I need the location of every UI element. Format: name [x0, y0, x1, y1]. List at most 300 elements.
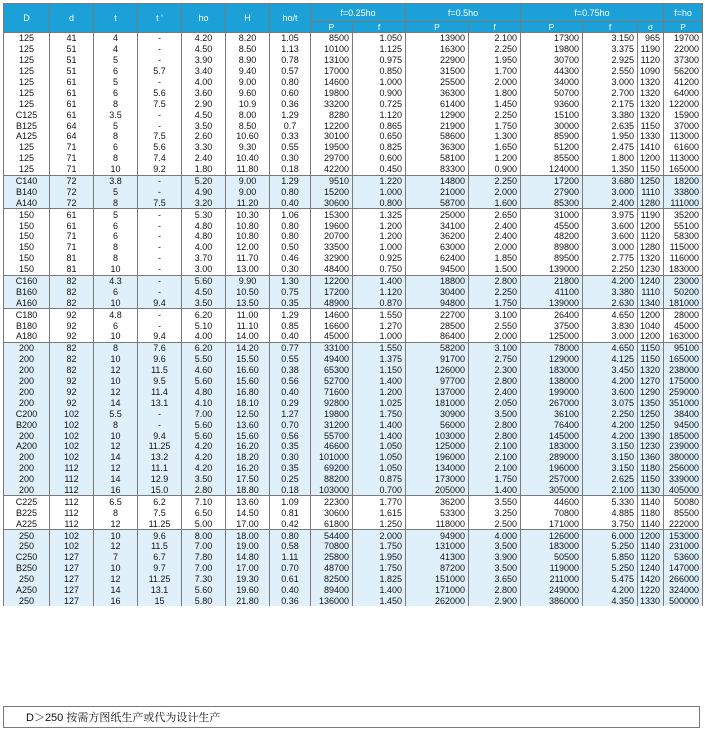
- cell-height-ratio: 0.80: [270, 77, 311, 88]
- cell-free-cone-height: 6.50: [182, 507, 226, 518]
- cell-load-f05: 94500: [406, 264, 469, 275]
- cell-stress-f075: 1090: [638, 66, 664, 77]
- cell-reduced-thickness: -: [138, 275, 182, 286]
- cell-total-height: 8.00: [226, 109, 270, 120]
- cell-load-f025: 54400: [311, 530, 353, 541]
- cell-deflection-f075: 2.925: [583, 55, 638, 66]
- cell-inner-diameter: 81: [50, 253, 94, 264]
- cell-load-f025: 17200: [311, 286, 353, 297]
- cell-height-ratio: 0.38: [270, 365, 311, 376]
- cell-outer-diameter: 125: [4, 87, 50, 98]
- cell-free-cone-height: 3.50: [182, 120, 226, 131]
- cell-deflection-f025: 0.600: [353, 153, 406, 164]
- cell-load-f025: 69200: [311, 463, 353, 474]
- table-header: [4, 4, 703, 33]
- cell-height-ratio: 0.77: [270, 342, 311, 353]
- cell-load-f075: 119000: [521, 563, 583, 574]
- cell-outer-diameter: 125: [4, 33, 50, 44]
- table-row: [4, 441, 703, 452]
- cell-load-fho: 50080: [664, 496, 703, 507]
- cell-deflection-f025: 1.400: [353, 275, 406, 286]
- cell-stress-f075: 1340: [638, 297, 664, 308]
- cell-reduced-thickness: 5.7: [138, 66, 182, 77]
- table-row: [4, 541, 703, 552]
- cell-outer-diameter: 125: [4, 44, 50, 55]
- cell-deflection-f025: 1.270: [353, 320, 406, 331]
- cell-total-height: 16.60: [226, 365, 270, 376]
- cell-stress-f075: 1150: [638, 164, 664, 175]
- cell-deflection-f075: 4.200: [583, 419, 638, 430]
- cell-stress-f075: 1220: [638, 585, 664, 596]
- cell-load-f075: 30700: [521, 55, 583, 66]
- cell-load-fho: 153000: [664, 530, 703, 541]
- cell-load-f075: 50700: [521, 87, 583, 98]
- cell-height-ratio: 0.25: [270, 474, 311, 485]
- cell-free-cone-height: 7.10: [182, 496, 226, 507]
- cell-deflection-f025: 1.000: [353, 242, 406, 253]
- cell-deflection-f05: 2.400: [469, 220, 521, 231]
- cell-deflection-f075: 2.100: [583, 485, 638, 496]
- cell-reduced-thickness: 9.4: [138, 331, 182, 342]
- cell-stress-f075: 1200: [638, 530, 664, 541]
- cell-load-fho: 58300: [664, 231, 703, 242]
- cell-thickness: 5: [94, 120, 138, 131]
- cell-outer-diameter: 125: [4, 77, 50, 88]
- cell-height-ratio: 0.40: [270, 585, 311, 596]
- cell-free-cone-height: 3.30: [182, 142, 226, 153]
- cell-load-fho: 122000: [664, 98, 703, 109]
- cell-height-ratio: 0.57: [270, 66, 311, 77]
- cell-free-cone-height: 4.60: [182, 365, 226, 376]
- cell-deflection-f075: 2.175: [583, 98, 638, 109]
- cell-load-f025: 82500: [311, 574, 353, 585]
- cell-inner-diameter: 127: [50, 585, 94, 596]
- cell-load-f075: 125000: [521, 331, 583, 342]
- group-header-f025: f=0.25ho: [311, 4, 406, 22]
- cell-free-cone-height: 7.30: [182, 574, 226, 585]
- cell-total-height: 10.30: [226, 209, 270, 220]
- spring-spec-sheet: [3, 3, 702, 606]
- cell-inner-diameter: 112: [50, 507, 94, 518]
- cell-thickness: 8: [94, 253, 138, 264]
- cell-height-ratio: 0.70: [270, 563, 311, 574]
- cell-thickness: 6: [94, 142, 138, 153]
- cell-free-cone-height: 4.00: [182, 77, 226, 88]
- cell-height-ratio: 0.40: [270, 331, 311, 342]
- table-row: [4, 186, 703, 197]
- cell-load-f05: 58200: [406, 342, 469, 353]
- cell-stress-f075: 1150: [638, 354, 664, 365]
- col-header-inner-diameter: d: [50, 4, 94, 33]
- cell-free-cone-height: 3.70: [182, 253, 226, 264]
- cell-load-fho: 380000: [664, 452, 703, 463]
- cell-reduced-thickness: 7.6: [138, 342, 182, 353]
- cell-load-fho: 55100: [664, 220, 703, 231]
- cell-deflection-f05: 1.200: [469, 153, 521, 164]
- cell-free-cone-height: 5.80: [182, 595, 226, 606]
- cell-inner-diameter: 71: [50, 242, 94, 253]
- cell-thickness: 14: [94, 397, 138, 408]
- cell-reduced-thickness: 9.6: [138, 354, 182, 365]
- cell-stress-f075: 1140: [638, 496, 664, 507]
- cell-load-f025: 48700: [311, 563, 353, 574]
- col-header-height-ratio: ho/t: [270, 4, 311, 33]
- cell-stress-f075: 1120: [638, 552, 664, 563]
- col-header-thickness: t: [94, 4, 138, 33]
- cell-load-fho: 45000: [664, 320, 703, 331]
- col-header-outer-diameter: D: [4, 4, 50, 33]
- cell-load-f025: 19500: [311, 142, 353, 153]
- cell-inner-diameter: 82: [50, 365, 94, 376]
- cell-deflection-f025: 1.000: [353, 77, 406, 88]
- table-row: [4, 164, 703, 175]
- cell-total-height: 8.50: [226, 44, 270, 55]
- cell-stress-f075: 1140: [638, 541, 664, 552]
- cell-load-f075: 21800: [521, 275, 583, 286]
- cell-reduced-thickness: -: [138, 242, 182, 253]
- cell-load-f05: 62400: [406, 253, 469, 264]
- cell-reduced-thickness: -: [138, 55, 182, 66]
- cell-total-height: 11.80: [226, 164, 270, 175]
- cell-deflection-f05: 1.700: [469, 66, 521, 77]
- cell-stress-f075: 1190: [638, 44, 664, 55]
- cell-thickness: 6: [94, 87, 138, 98]
- cell-stress-f075: 1130: [638, 485, 664, 496]
- cell-load-fho: 113000: [664, 153, 703, 164]
- cell-free-cone-height: 8.00: [182, 530, 226, 541]
- cell-load-f025: 33500: [311, 242, 353, 253]
- cell-stress-f075: 1180: [638, 463, 664, 474]
- cell-load-f025: 136000: [311, 595, 353, 606]
- cell-reduced-thickness: -: [138, 33, 182, 44]
- cell-deflection-f075: 3.375: [583, 44, 638, 55]
- table-row: [4, 387, 703, 398]
- cell-load-fho: 405000: [664, 485, 703, 496]
- table-body: [4, 33, 703, 607]
- cell-load-f05: 25000: [406, 209, 469, 220]
- cell-outer-diameter: A200: [4, 441, 50, 452]
- cell-outer-diameter: 125: [4, 142, 50, 153]
- cell-height-ratio: 0.36: [270, 98, 311, 109]
- cell-load-f025: 30600: [311, 507, 353, 518]
- cell-load-f05: 118000: [406, 518, 469, 529]
- cell-deflection-f025: 0.875: [353, 474, 406, 485]
- cell-outer-diameter: 200: [4, 474, 50, 485]
- cell-stress-f075: 1350: [638, 397, 664, 408]
- cell-load-f025: 13100: [311, 55, 353, 66]
- cell-load-f05: 61400: [406, 98, 469, 109]
- cell-thickness: 8: [94, 98, 138, 109]
- cell-total-height: 16.20: [226, 441, 270, 452]
- cell-deflection-f075: 2.250: [583, 264, 638, 275]
- table-row: [4, 44, 703, 55]
- cell-free-cone-height: 5.30: [182, 209, 226, 220]
- cell-height-ratio: 0.50: [270, 242, 311, 253]
- cell-deflection-f025: 1.375: [353, 354, 406, 365]
- cell-stress-f075: 1200: [638, 309, 664, 320]
- cell-deflection-f05: 1.800: [469, 87, 521, 98]
- cell-stress-f075: 1320: [638, 365, 664, 376]
- cell-load-f05: 94800: [406, 297, 469, 308]
- cell-reduced-thickness: 15: [138, 595, 182, 606]
- cell-load-f075: 48200: [521, 231, 583, 242]
- cell-deflection-f025: 1.150: [353, 365, 406, 376]
- cell-load-fho: 35200: [664, 209, 703, 220]
- cell-reduced-thickness: 11.1: [138, 463, 182, 474]
- cell-stress-f075: 1150: [638, 120, 664, 131]
- cell-load-f05: 25500: [406, 77, 469, 88]
- cell-load-f025: 10100: [311, 44, 353, 55]
- cell-reduced-thickness: -: [138, 220, 182, 231]
- table-row: [4, 485, 703, 496]
- cell-load-f075: 93600: [521, 98, 583, 109]
- cell-deflection-f05: 3.550: [469, 496, 521, 507]
- cell-load-f075: 129000: [521, 354, 583, 365]
- cell-height-ratio: 0.55: [270, 142, 311, 153]
- cell-free-cone-height: 3.50: [182, 474, 226, 485]
- cell-thickness: 7: [94, 552, 138, 563]
- cell-reduced-thickness: -: [138, 408, 182, 419]
- cell-load-fho: 239000: [664, 441, 703, 452]
- cell-outer-diameter: A180: [4, 331, 50, 342]
- table-row: [4, 376, 703, 387]
- cell-height-ratio: 0.80: [270, 220, 311, 231]
- cell-reduced-thickness: -: [138, 286, 182, 297]
- cell-outer-diameter: 150: [4, 231, 50, 242]
- cell-reduced-thickness: 15.0: [138, 485, 182, 496]
- cell-load-f05: 22900: [406, 55, 469, 66]
- cell-stress-f075: 1110: [638, 186, 664, 197]
- cell-inner-diameter: 112: [50, 474, 94, 485]
- table-row: [4, 87, 703, 98]
- cell-stress-f075: 1270: [638, 376, 664, 387]
- table-row: [4, 275, 703, 286]
- cell-total-height: 9.00: [226, 186, 270, 197]
- cell-free-cone-height: 6.20: [182, 342, 226, 353]
- cell-reduced-thickness: 13.2: [138, 452, 182, 463]
- cell-free-cone-height: 5.20: [182, 175, 226, 186]
- cell-outer-diameter: 125: [4, 164, 50, 175]
- cell-load-f025: 19800: [311, 87, 353, 98]
- cell-load-fho: 339000: [664, 474, 703, 485]
- cell-load-f075: 139000: [521, 297, 583, 308]
- cell-deflection-f075: 3.450: [583, 365, 638, 376]
- group-header-f075: f=0.75ho: [521, 4, 664, 22]
- cell-load-f075: 89500: [521, 253, 583, 264]
- cell-free-cone-height: 7.00: [182, 563, 226, 574]
- cell-height-ratio: 0.18: [270, 485, 311, 496]
- cell-total-height: 16.80: [226, 387, 270, 398]
- cell-thickness: 5: [94, 186, 138, 197]
- cell-height-ratio: 1.30: [270, 275, 311, 286]
- cell-load-f025: 19600: [311, 220, 353, 231]
- cell-reduced-thickness: -: [138, 77, 182, 88]
- cell-load-f025: 52700: [311, 376, 353, 387]
- cell-inner-diameter: 92: [50, 376, 94, 387]
- cell-free-cone-height: 2.90: [182, 98, 226, 109]
- cell-load-f075: 17200: [521, 175, 583, 186]
- cell-stress-f075: 1280: [638, 197, 664, 208]
- sub-header-load: P: [521, 22, 583, 33]
- cell-total-height: 21.80: [226, 595, 270, 606]
- cell-deflection-f025: 0.800: [353, 197, 406, 208]
- cell-deflection-f05: 2.800: [469, 585, 521, 596]
- table-row: [4, 496, 703, 507]
- cell-stress-f075: 1320: [638, 98, 664, 109]
- cell-reduced-thickness: 7.5: [138, 98, 182, 109]
- cell-deflection-f05: 1.400: [469, 485, 521, 496]
- cell-deflection-f025: 1.200: [353, 231, 406, 242]
- cell-height-ratio: 0.18: [270, 164, 311, 175]
- cell-load-f075: 85900: [521, 131, 583, 142]
- cell-reduced-thickness: -: [138, 120, 182, 131]
- cell-stress-f075: 1140: [638, 518, 664, 529]
- footnote: D＞250 按需方图纸生产或代为设计生产: [3, 706, 700, 728]
- cell-outer-diameter: 200: [4, 365, 50, 376]
- table-row: [4, 563, 703, 574]
- cell-total-height: 12.00: [226, 242, 270, 253]
- cell-outer-diameter: C200: [4, 408, 50, 419]
- cell-stress-f075: 1320: [638, 87, 664, 98]
- cell-total-height: 17.50: [226, 474, 270, 485]
- cell-load-f05: 30400: [406, 286, 469, 297]
- cell-height-ratio: 0.85: [270, 320, 311, 331]
- cell-load-f075: 36100: [521, 408, 583, 419]
- cell-load-f075: 196000: [521, 463, 583, 474]
- cell-reduced-thickness: 11.4: [138, 387, 182, 398]
- cell-thickness: 10: [94, 164, 138, 175]
- sub-header-deflection: f: [469, 22, 521, 33]
- cell-load-f05: 36300: [406, 142, 469, 153]
- cell-load-f075: 145000: [521, 430, 583, 441]
- cell-inner-diameter: 61: [50, 209, 94, 220]
- cell-load-f05: 131000: [406, 541, 469, 552]
- cell-deflection-f05: 1.600: [469, 197, 521, 208]
- cell-free-cone-height: 3.00: [182, 264, 226, 275]
- cell-load-f075: 17300: [521, 33, 583, 44]
- cell-reduced-thickness: 6.2: [138, 496, 182, 507]
- cell-stress-f075: 1290: [638, 387, 664, 398]
- cell-deflection-f05: 2.000: [469, 186, 521, 197]
- cell-deflection-f075: 3.600: [583, 387, 638, 398]
- cell-stress-f075: 1200: [638, 331, 664, 342]
- cell-thickness: 14: [94, 452, 138, 463]
- cell-thickness: 6: [94, 66, 138, 77]
- cell-load-fho: 28000: [664, 309, 703, 320]
- cell-load-fho: 222000: [664, 518, 703, 529]
- cell-outer-diameter: A125: [4, 131, 50, 142]
- cell-free-cone-height: 5.60: [182, 419, 226, 430]
- cell-height-ratio: 0.81: [270, 507, 311, 518]
- cell-load-fho: 147000: [664, 563, 703, 574]
- cell-reduced-thickness: 9.6: [138, 530, 182, 541]
- cell-inner-diameter: 71: [50, 231, 94, 242]
- group-header-fho: f=ho: [664, 4, 703, 22]
- cell-height-ratio: 0.56: [270, 376, 311, 387]
- cell-reduced-thickness: -: [138, 320, 182, 331]
- cell-thickness: 14: [94, 474, 138, 485]
- cell-reduced-thickness: 6.7: [138, 552, 182, 563]
- cell-total-height: 11.10: [226, 320, 270, 331]
- sub-header-load: P: [406, 22, 469, 33]
- cell-load-f025: 65300: [311, 365, 353, 376]
- table-row: [4, 574, 703, 585]
- cell-thickness: 6: [94, 231, 138, 242]
- cell-load-fho: 19700: [664, 33, 703, 44]
- cell-deflection-f025: 0.850: [353, 66, 406, 77]
- cell-total-height: 9.00: [226, 175, 270, 186]
- cell-outer-diameter: C160: [4, 275, 50, 286]
- cell-thickness: 12: [94, 441, 138, 452]
- cell-load-f075: 70800: [521, 507, 583, 518]
- cell-deflection-f05: 2.650: [469, 209, 521, 220]
- cell-free-cone-height: 3.40: [182, 66, 226, 77]
- cell-load-f05: 63000: [406, 242, 469, 253]
- cell-height-ratio: 0.58: [270, 541, 311, 552]
- cell-total-height: 9.00: [226, 77, 270, 88]
- cell-height-ratio: 1.29: [270, 309, 311, 320]
- cell-load-f025: 25800: [311, 552, 353, 563]
- cell-free-cone-height: 3.60: [182, 87, 226, 98]
- cell-total-height: 18.20: [226, 452, 270, 463]
- cell-inner-diameter: 102: [50, 408, 94, 419]
- cell-total-height: 15.50: [226, 354, 270, 365]
- cell-total-height: 11.70: [226, 253, 270, 264]
- cell-outer-diameter: A140: [4, 197, 50, 208]
- cell-deflection-f075: 4.200: [583, 275, 638, 286]
- cell-deflection-f075: 3.000: [583, 331, 638, 342]
- cell-deflection-f05: 2.000: [469, 77, 521, 88]
- cell-load-f025: 48900: [311, 297, 353, 308]
- cell-outer-diameter: B140: [4, 186, 50, 197]
- cell-free-cone-height: 4.80: [182, 387, 226, 398]
- cell-deflection-f05: 2.800: [469, 430, 521, 441]
- cell-inner-diameter: 102: [50, 452, 94, 463]
- cell-load-fho: 231000: [664, 541, 703, 552]
- cell-inner-diameter: 92: [50, 397, 94, 408]
- cell-height-ratio: 0.70: [270, 419, 311, 430]
- cell-outer-diameter: 150: [4, 242, 50, 253]
- cell-stress-f075: 1150: [638, 342, 664, 353]
- cell-total-height: 12.50: [226, 408, 270, 419]
- cell-stress-f075: 1280: [638, 242, 664, 253]
- cell-total-height: 9.60: [226, 87, 270, 98]
- cell-load-f05: 13900: [406, 33, 469, 44]
- cell-load-f05: 151000: [406, 574, 469, 585]
- cell-load-f05: 181000: [406, 397, 469, 408]
- cell-load-f075: 257000: [521, 474, 583, 485]
- cell-reduced-thickness: 11.5: [138, 365, 182, 376]
- cell-load-f05: 125000: [406, 441, 469, 452]
- cell-load-fho: 183000: [664, 264, 703, 275]
- cell-deflection-f025: 0.700: [353, 485, 406, 496]
- cell-load-f025: 103000: [311, 485, 353, 496]
- cell-free-cone-height: 3.50: [182, 297, 226, 308]
- cell-deflection-f025: 1.400: [353, 430, 406, 441]
- cell-deflection-f075: 3.830: [583, 320, 638, 331]
- cell-free-cone-height: 4.00: [182, 331, 226, 342]
- cell-load-f075: 30000: [521, 120, 583, 131]
- cell-load-f05: 94900: [406, 530, 469, 541]
- cell-inner-diameter: 112: [50, 463, 94, 474]
- cell-load-f05: 28500: [406, 320, 469, 331]
- cell-load-f05: 58600: [406, 131, 469, 142]
- cell-load-f025: 30100: [311, 131, 353, 142]
- cell-deflection-f05: 2.000: [469, 331, 521, 342]
- cell-load-f025: 31200: [311, 419, 353, 430]
- cell-deflection-f05: 2.000: [469, 242, 521, 253]
- cell-height-ratio: 0.56: [270, 430, 311, 441]
